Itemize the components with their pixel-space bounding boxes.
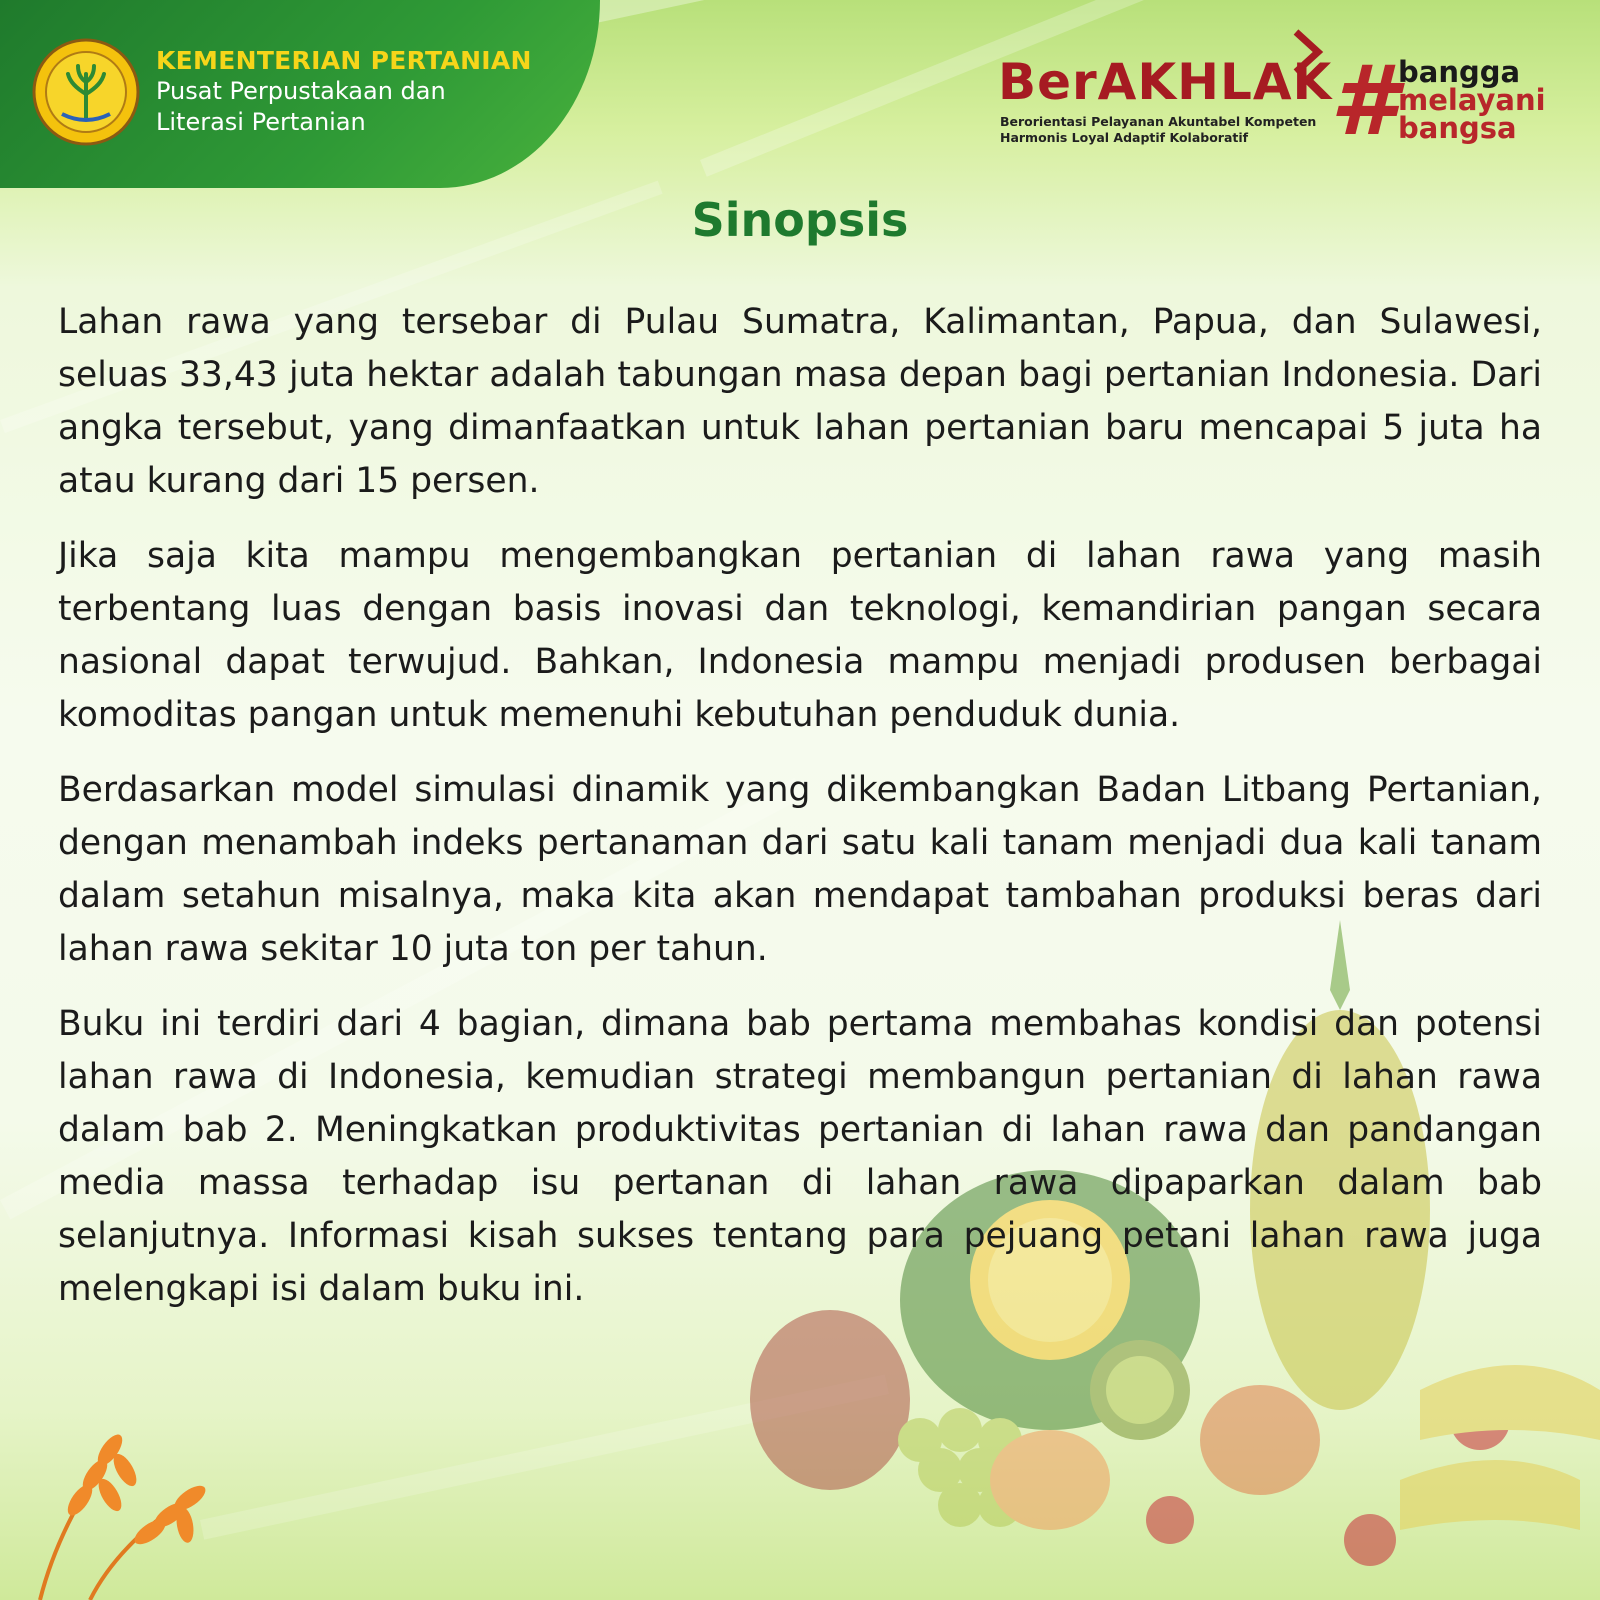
org-sub-line1: Pusat Perpustakaan dan: [156, 77, 446, 105]
org-sub-line2: Literasi Pertanian: [156, 108, 366, 136]
slogan-hash: #: [1330, 45, 1397, 157]
chevron-right-icon: [1290, 28, 1326, 78]
synopsis-paragraph-1: Lahan rawa yang tersebar di Pulau Sumatra, Kalimantan, Papua, dan Sulawesi, seluas 33,43 juta hektar adalah tabungan masa depan bagi pertanian Indonesia. Dari angka tersebut, yang dimanfaatkan untuk lahan pertanian baru mencapai 5 juta ha atau kurang dari 15 persen.: [58, 302, 1542, 501]
berakhlak-sub-line1: Berorientasi Pelayanan Akuntabel Kompeten: [1000, 114, 1317, 129]
slogan-line1: bangga: [1398, 55, 1521, 89]
organization-name-block: [156, 46, 576, 138]
synopsis-body: [58, 296, 1542, 1338]
background-ray: [560, 0, 1447, 29]
kementan-logo-icon: [32, 38, 140, 146]
synopsis-paragraph-2: Jika saja kita mampu mengembangkan pertanian di lahan rawa yang masih terbentang luas dengan basis inovasi dan teknologi, kemandirian pangan secara nasional dapat terwujud. Bahkan, Indonesia mampu menjadi produsen berbagai komoditas pangan untuk memenuhi kebutuhan penduduk dunia.: [58, 536, 1542, 735]
slogan-line3: bangsa: [1398, 111, 1517, 145]
slogan-logo: [1330, 45, 1580, 157]
wheat-illustration: [0, 1380, 260, 1600]
synopsis-paragraph-3: Berdasarkan model simulasi dinamik yang dikembangkan Badan Litbang Pertanian, dengan menambah indeks pertanaman dari satu kali tanam menjadi dua kali tanam dalam setahun misalnya, maka kita akan mendapat tambahan produksi beras dari lahan rawa sekitar 10 juta ton per tahun.: [58, 770, 1542, 969]
slogan-line2: melayani: [1398, 83, 1546, 117]
berakhlak-logo: [998, 28, 1333, 148]
org-name: KEMENTERIAN PERTANIAN: [156, 46, 532, 75]
berakhlak-word: BerAKHLAK: [998, 53, 1333, 111]
berakhlak-sub-line2: Harmonis Loyal Adaptif Kolaboratif: [1000, 130, 1249, 145]
synopsis-paragraph-4: Buku ini terdiri dari 4 bagian, dimana bab pertama membahas kondisi dan potensi lahan rawa di Indonesia, kemudian strategi membangun pertanian di lahan rawa dalam bab 2. Meningkatkan produktivitas pertanian di lahan rawa dan pandangan media massa terhadap isu pertanan di lahan rawa dipaparkan dalam bab selanjutnya. Informasi kisah sukses tentang para pejuang petani lahan rawa juga melengkapi isi dalam buku ini.: [58, 1004, 1542, 1309]
page-title: Sinopsis: [691, 193, 909, 247]
